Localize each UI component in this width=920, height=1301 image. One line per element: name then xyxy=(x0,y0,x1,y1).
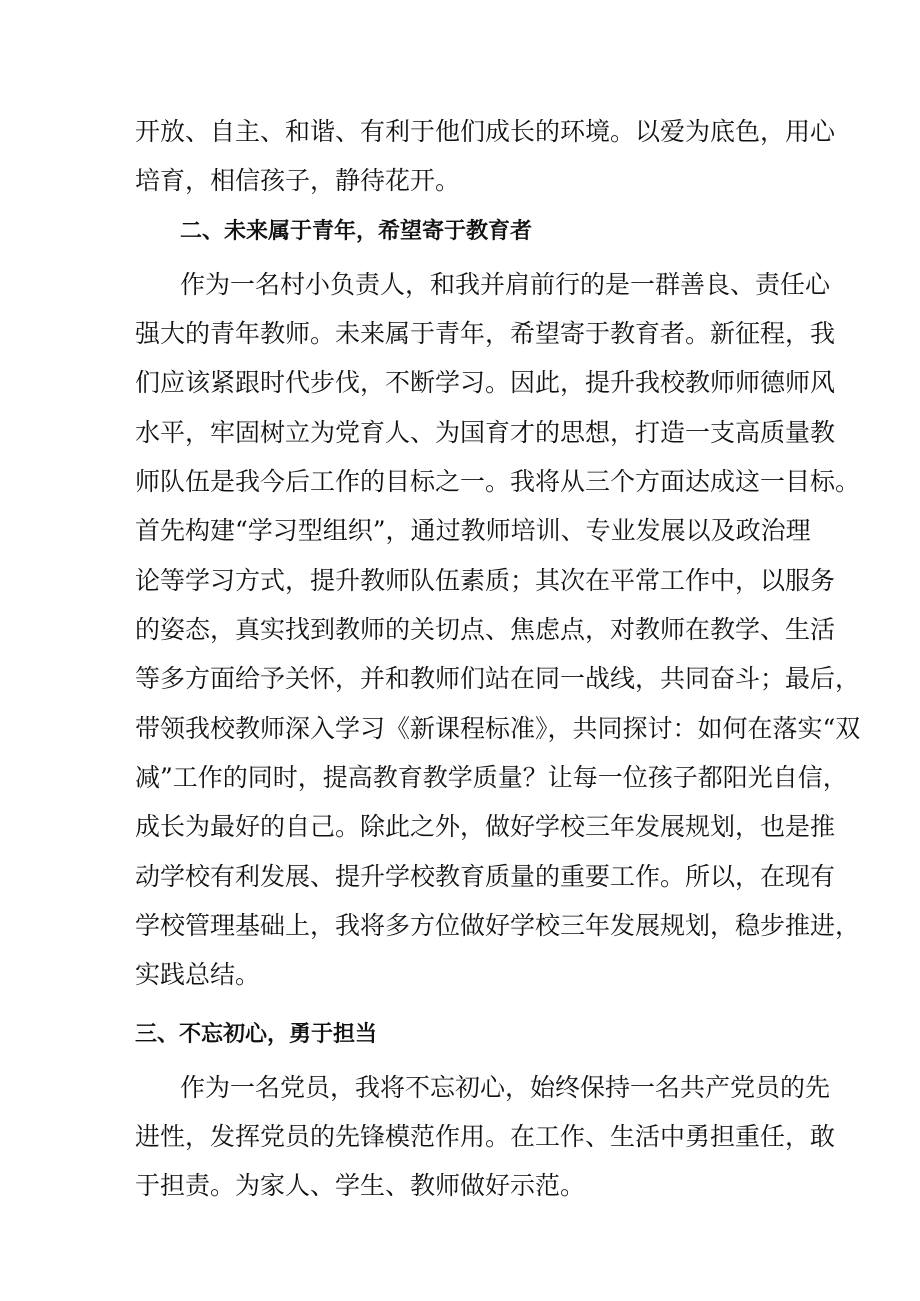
paragraph-2-line-6: 首先构建“学习型组织”，通过教师培训、专业发展以及政治理 xyxy=(135,516,811,545)
paragraph-3-line-2: 进性，发挥党员的先锋模范作用。在工作、生活中勇担重任，敢 xyxy=(135,1122,836,1151)
paragraph-2-line-5: 师队伍是我今后工作的目标之一。我将从三个方面达成这一目标。 xyxy=(135,467,861,496)
paragraph-1-line-2: 培育，相信孩子，静待花开。 xyxy=(135,166,461,195)
paragraph-2-line-2: 强大的青年教师。未来属于青年，希望寄于教育者。新征程，我 xyxy=(135,319,836,348)
paragraph-3-line-1: 作为一名党员，我将不忘初心，始终保持一名共产党员的先 xyxy=(180,1073,831,1102)
paragraph-2-line-8: 的姿态，真实找到教师的关切点、焦虑点，对教师在教学、生活 xyxy=(135,615,836,644)
paragraph-2-line-14: 学校管理基础上，我将多方位做好学校三年发展规划，稳步推进， xyxy=(135,911,861,940)
paragraph-2-line-4: 水平，牢固树立为党育人、为国育才的思想，打造一支高质量教 xyxy=(135,418,836,447)
section-heading-3: 三、不忘初心，勇于担当 xyxy=(135,1022,378,1047)
paragraph-1-line-1: 开放、自主、和谐、有利于他们成长的环境。以爱为底色，用心 xyxy=(135,117,836,146)
paragraph-2-line-7: 论等学习方式，提升教师队伍素质；其次在平常工作中，以服务 xyxy=(135,566,836,595)
paragraph-2-line-3: 们应该紧跟时代步伐，不断学习。因此，提升我校教师师德师风 xyxy=(135,368,836,397)
paragraph-3-line-3: 于担责。为家人、学生、教师做好示范。 xyxy=(135,1171,586,1200)
paragraph-2-line-15: 实践总结。 xyxy=(135,960,261,989)
paragraph-2-line-13: 动学校有利发展、提升学校教育质量的重要工作。所以，在现有 xyxy=(135,862,836,891)
paragraph-2-line-9: 等多方面给予关怀，并和教师们站在同一战线，共同奋斗；最后， xyxy=(135,664,861,693)
paragraph-2-line-12: 成长为最好的自己。除此之外，做好学校三年发展规划，也是推 xyxy=(135,812,836,841)
paragraph-2-line-1: 作为一名村小负责人，和我并肩前行的是一群善良、责任心 xyxy=(180,270,831,299)
paragraph-2-line-10: 带领我校教师深入学习《新课程标准》，共同探讨：如何在落实“双 xyxy=(135,714,861,743)
paragraph-2-line-11: 减”工作的同时，提高教育教学质量？让每一位孩子都阳光自信， xyxy=(135,763,848,792)
section-heading-2: 二、未来属于青年，希望寄于教育者 xyxy=(180,219,533,244)
